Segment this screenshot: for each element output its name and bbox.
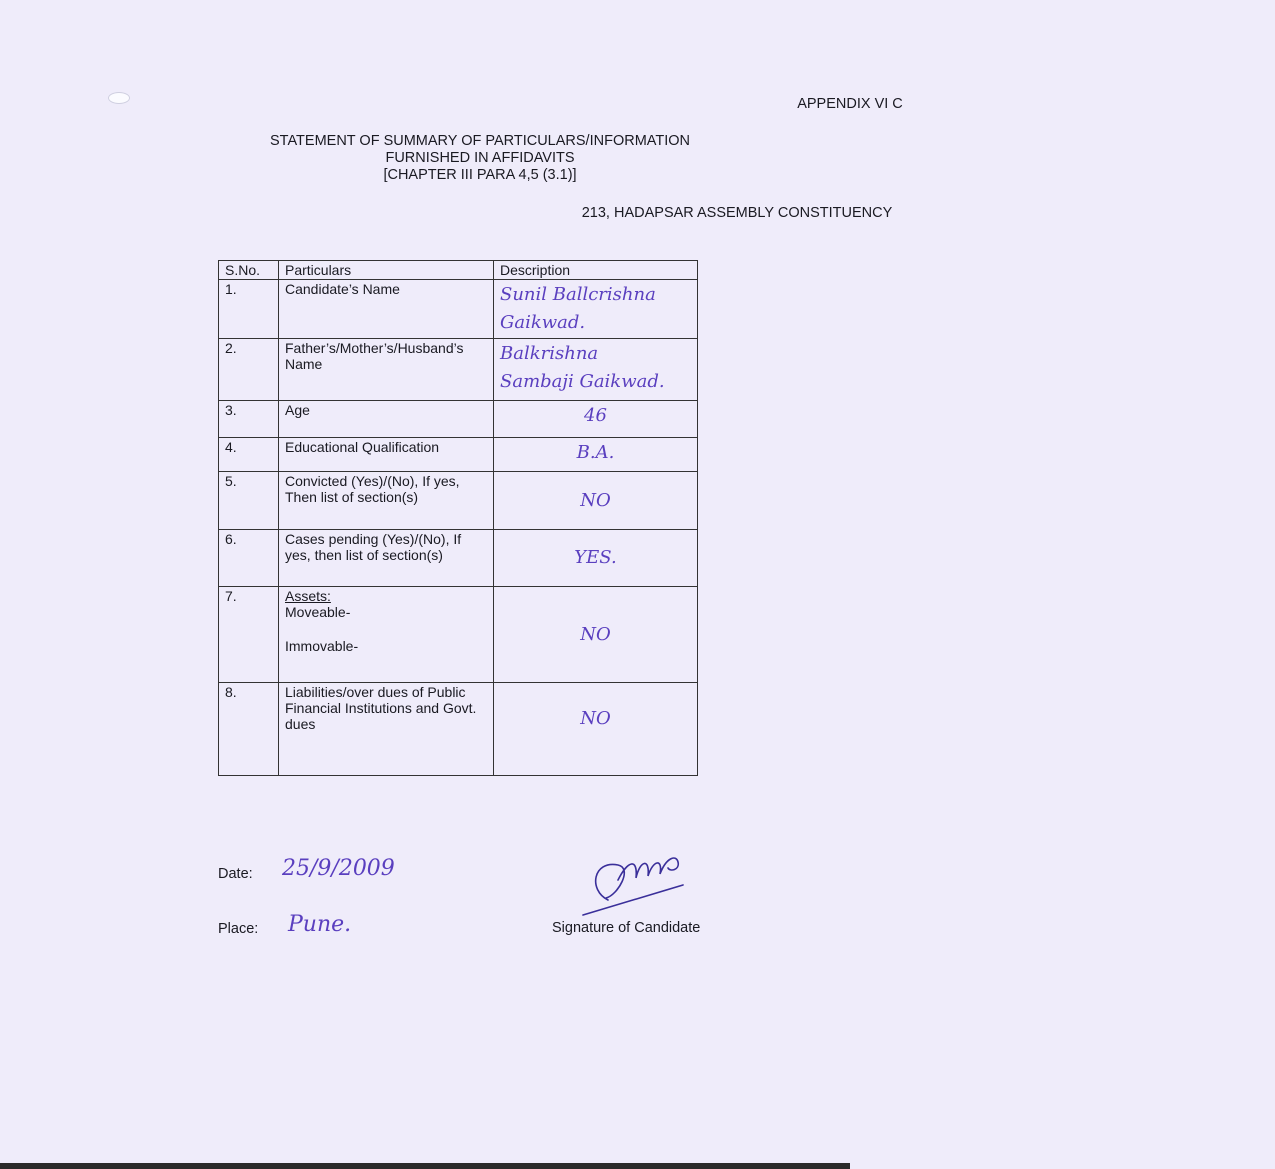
immovable-label: Immovable- [285,638,359,654]
row-particulars: Father’s/Mother’s/Husband’s Name [279,339,494,401]
statement-title-line3: [CHAPTER III PARA 4,5 (3.1)] [383,167,577,183]
assets-label: Assets: [285,588,331,604]
statement-title-line1: STATEMENT OF SUMMARY OF PARTICULARS/INFORMATION [270,133,690,149]
handwritten-name-line2: Gaikwad. [500,312,586,333]
date-label: Date: [218,866,253,882]
place-label: Place: [218,921,259,937]
row-sno: 7. [219,587,279,683]
table-row [219,587,698,683]
row-description: 46 [494,401,698,438]
row-description: NO [494,587,698,683]
table-row [219,530,698,587]
row-sno: 4. [219,438,279,472]
row-description: YES. [494,530,698,587]
row-particulars: Liabilities/over dues of Public Financial Institutions and Govt. dues [279,683,494,776]
row-particulars: Age [279,401,494,438]
row-sno: 1. [219,280,279,339]
statement-title-line2: FURNISHED IN AFFIDAVITS [385,150,575,166]
moveable-label: Moveable- [285,604,351,620]
row-particulars: Cases pending (Yes)/(No), If yes, then list of section(s) [279,530,494,587]
row-description [494,280,698,339]
row-particulars: Convicted (Yes)/(No), If yes, Then list of section(s) [279,472,494,530]
table-header-row [219,261,698,280]
handwritten-name-line1: Sunil Ballcrishna [500,284,656,305]
table-row [219,339,698,401]
row-description: NO [494,472,698,530]
row-description: B.A. [494,438,698,472]
row-sno: 8. [219,683,279,776]
particulars-table [218,260,698,776]
row-sno: 3. [219,401,279,438]
row-particulars [279,587,494,683]
table-row [219,472,698,530]
header-sno: S.No. [219,261,279,280]
date-value: 25/9/2009 [282,856,395,881]
row-sno: 2. [219,339,279,401]
constituency-title: 213, HADAPSAR ASSEMBLY CONSTITUENCY [581,205,893,221]
place-value: Pune. [288,912,352,937]
row-particulars: Educational Qualification [279,438,494,472]
handwritten-parent-line2: Sambaji Gaikwad. [500,371,665,392]
punch-hole [108,92,130,104]
appendix-title: APPENDIX VI C [797,96,903,112]
row-description: NO [494,683,698,776]
page-bottom-edge [0,1163,850,1169]
table-row [219,401,698,438]
row-description [494,339,698,401]
table-row [219,438,698,472]
handwritten-parent-line1: Balkrishna [500,343,599,364]
row-sno: 5. [219,472,279,530]
row-sno: 6. [219,530,279,587]
table-row [219,280,698,339]
row-particulars: Candidate’s Name [279,280,494,339]
signature-scribble-icon [578,840,698,920]
header-particulars: Particulars [279,261,494,280]
header-description: Description [494,261,698,280]
table-row [219,683,698,776]
signature-label: Signature of Candidate [552,920,701,936]
